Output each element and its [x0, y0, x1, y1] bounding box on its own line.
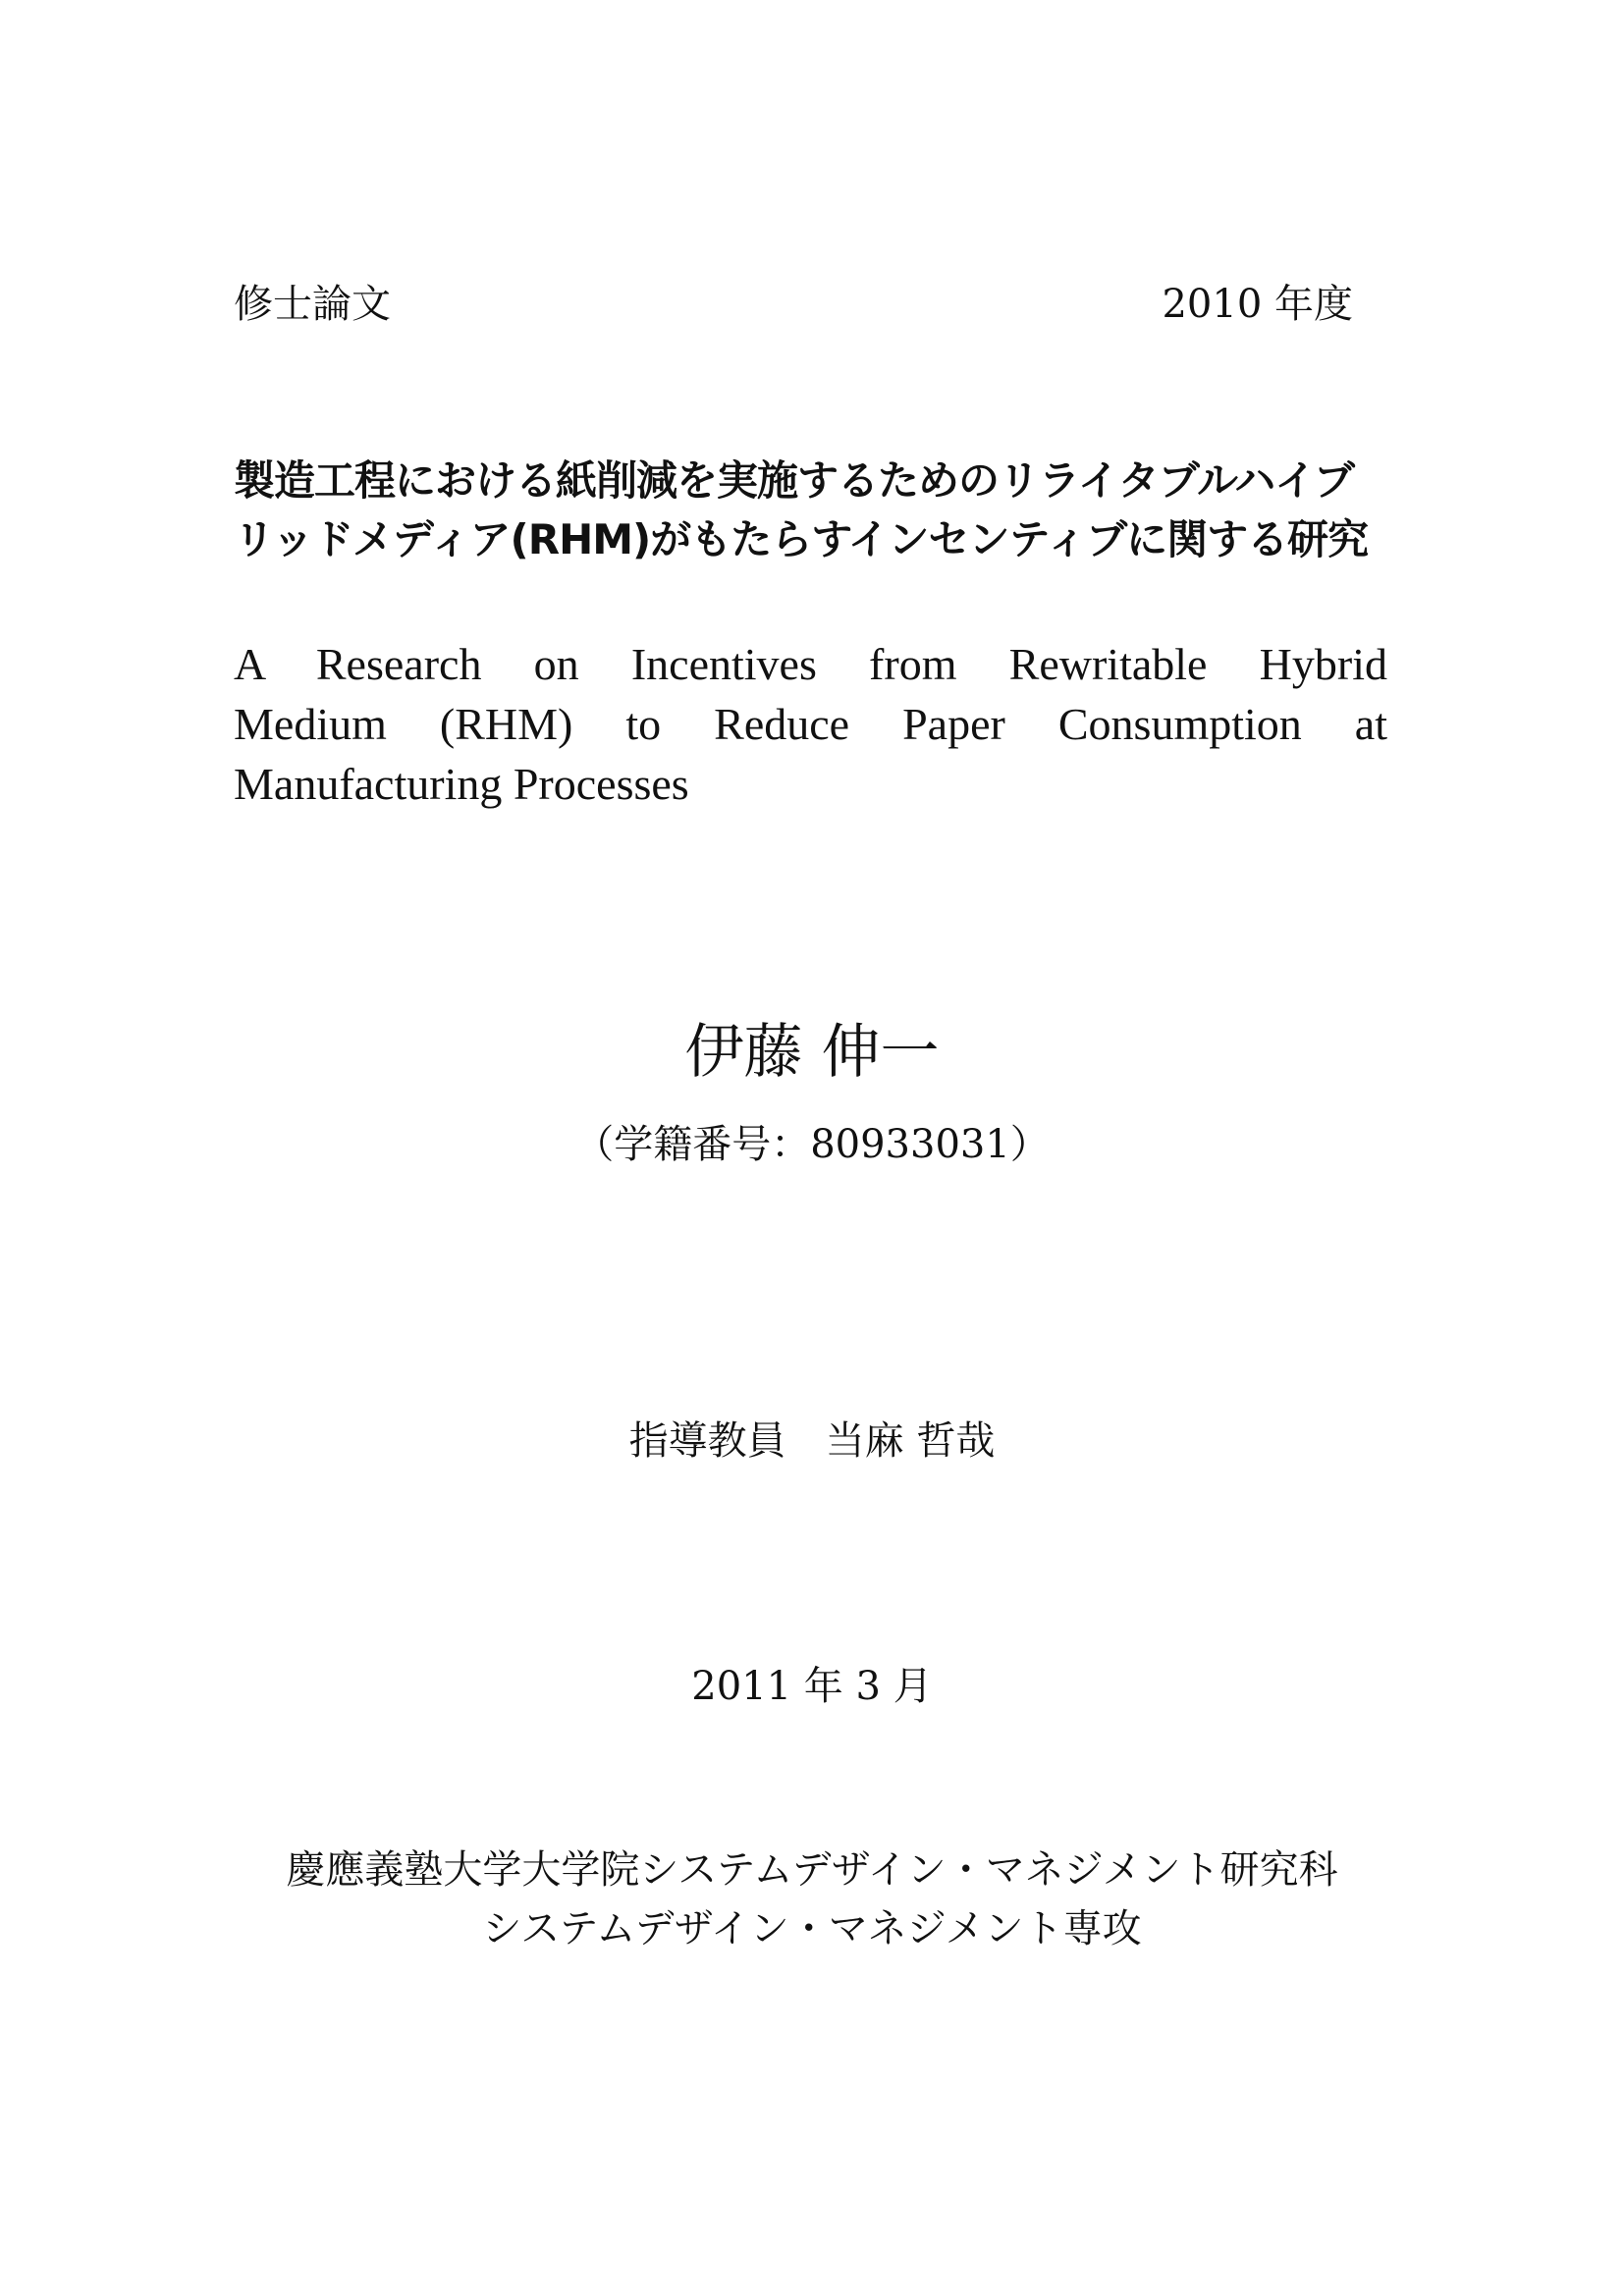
advisor — [0, 1414, 1624, 1468]
fiscal-year: 2010 年度 — [1162, 282, 1353, 327]
student-id: （学籍番号：80933031） — [574, 1122, 1050, 1167]
japanese-title-line-2: リッドメディア(RHM)がもたらすインセンティブに関する研究 — [234, 515, 1369, 563]
english-title — [234, 634, 1387, 814]
affiliation-graduate-school: 慶應義塾大学大学院システムデザイン・マネジメント研究科 — [286, 1847, 1338, 1893]
japanese-title-line-1: 製造工程における紙削減を実施するためのリライタブルハイブ — [234, 456, 1354, 505]
advisor-label: 指導教員 — [628, 1418, 786, 1464]
english-title-line-2: Medium (RHM) to Reduce Paper Consumption at — [234, 699, 1387, 749]
japanese-title — [234, 452, 1394, 569]
thesis-type: 修士論文 — [234, 282, 391, 327]
affiliation-major: システムデザイン・マネジメント専攻 — [482, 1906, 1142, 1951]
advisor-name: 当麻 哲哉 — [825, 1418, 996, 1464]
english-title-line-3: Manufacturing Processes — [234, 759, 689, 809]
english-title-line-1: A Research on Incentives from Rewritable Hybrid — [234, 639, 1387, 689]
affiliation — [0, 1841, 1624, 1958]
author-name: 伊藤 伸一 — [684, 1018, 940, 1087]
submission-date: 2011 年 3 月 — [691, 1664, 933, 1709]
